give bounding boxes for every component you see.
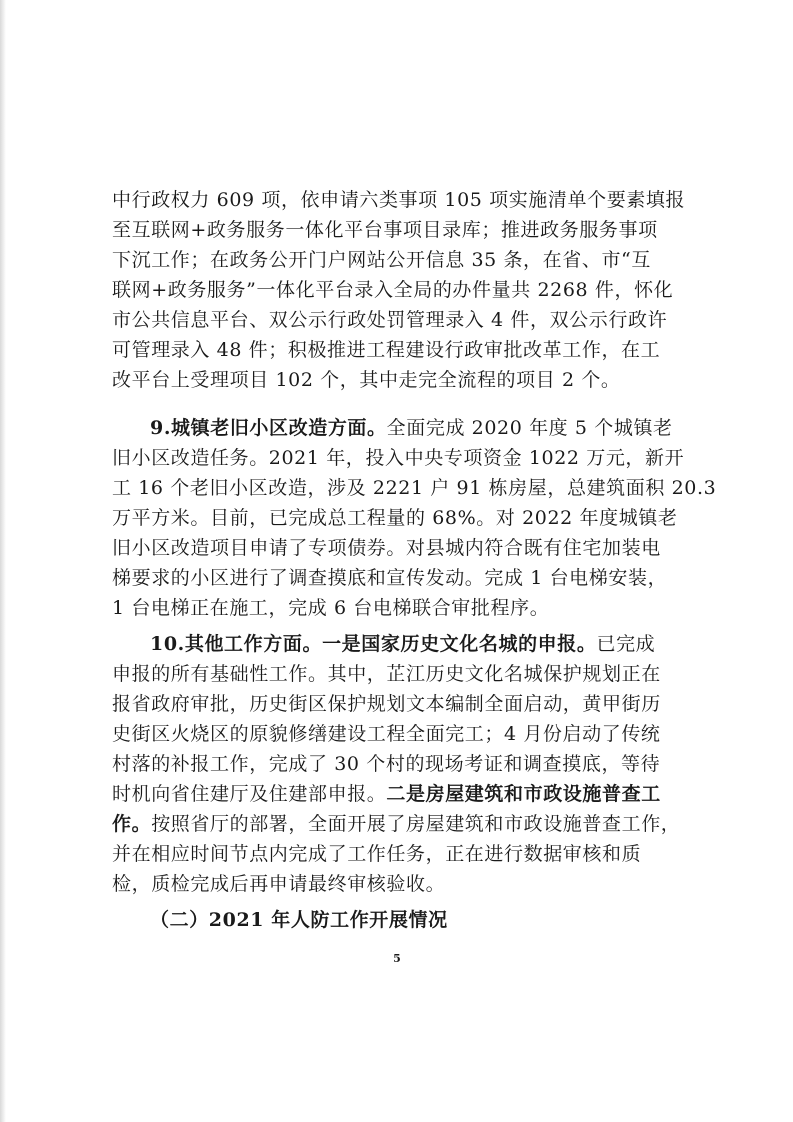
text-line: 工 16 个老旧小区改造，涉及 2221 户 91 栋房屋，总建筑面积 20.3 bbox=[112, 477, 717, 499]
text-line: 1 台电梯正在施工，完成 6 台电梯联合审批程序。 bbox=[112, 597, 550, 619]
text-line: 报省政府审批，历史街区保护规划文本编制全面启动，黄甲街历 bbox=[112, 693, 661, 715]
text-line: 万平方米。目前，已完成总工程量的 68%。对 2022 年度城镇老 bbox=[112, 507, 678, 529]
text-line: 并在相应时间节点内完成了工作任务，正在进行数据审核和质 bbox=[112, 843, 642, 865]
text-span: 时机向省住建厅及住建部申报。 bbox=[112, 783, 387, 805]
section-heading: （二）2021 年人防工作开展情况 bbox=[150, 909, 448, 931]
text-line: 村落的补报工作，完成了 30 个村的现场考证和调查摸底，等待 bbox=[112, 753, 661, 775]
text-line: 中行政权力 609 项，依申请六类事项 105 项实施清单个要素填报 bbox=[112, 189, 686, 211]
text-line: 旧小区改造任务。2021 年，投入中央专项资金 1022 万元，新开 bbox=[112, 447, 685, 469]
paragraph-item-10-first-line bbox=[150, 629, 656, 659]
text-line: 至互联网+政务服务一体化平台事项目录库；推进政务服务事项 bbox=[112, 219, 658, 241]
text-line: 市公共信息平台、双公示行政处罚管理录入 4 件，双公示行政许 bbox=[112, 309, 668, 331]
text-line: 改平台上受理项目 102 个，其中走完全流程的项目 2 个。 bbox=[112, 369, 621, 391]
paragraph-item-9-first-line bbox=[150, 413, 673, 443]
subheading-continued: 作。 bbox=[112, 813, 152, 835]
subheading: 二是房屋建筑和市政设施普查工 bbox=[386, 783, 661, 805]
item-heading: 10.其他工作方面。 bbox=[150, 633, 323, 655]
text-span: 按照省厅的部署，全面开展了房屋建筑和市政设施普查工作， bbox=[151, 813, 681, 835]
text-line bbox=[112, 809, 681, 839]
text-line: 旧小区改造项目申请了专项债券。对县城内符合既有住宅加装电 bbox=[112, 537, 661, 559]
text-span: 全面完成 2020 年度 5 个城镇老 bbox=[386, 417, 673, 439]
page-number: 5 bbox=[393, 952, 401, 965]
text-line: 联网+政务服务”一体化平台录入全局的办件量共 2268 件，怀化 bbox=[112, 279, 674, 301]
text-line: 检，质检完成后再申请最终审核验收。 bbox=[112, 873, 446, 895]
text-line: 可管理录入 48 件；积极推进工程建设行政审批改革工作，在工 bbox=[112, 339, 661, 361]
text-line: 梯要求的小区进行了调查摸底和宣传发动。完成 1 台电梯安装， bbox=[112, 567, 668, 589]
item-heading: 9.城镇老旧小区改造方面。 bbox=[150, 417, 387, 439]
text-line: 下沉工作；在政务公开门户网站公开信息 35 条，在省、市“互 bbox=[112, 249, 651, 271]
text-line: 申报的所有基础性工作。其中，芷江历史文化名城保护规划正在 bbox=[112, 663, 661, 685]
text-line bbox=[112, 779, 661, 809]
text-span: 已完成 bbox=[596, 633, 656, 655]
text-line: 史街区火烧区的原貌修缮建设工程全面完工；4 月份启动了传统 bbox=[112, 723, 661, 745]
subheading: 一是国家历史文化名城的申报。 bbox=[322, 633, 597, 655]
scan-edge-shadow bbox=[0, 0, 6, 1122]
